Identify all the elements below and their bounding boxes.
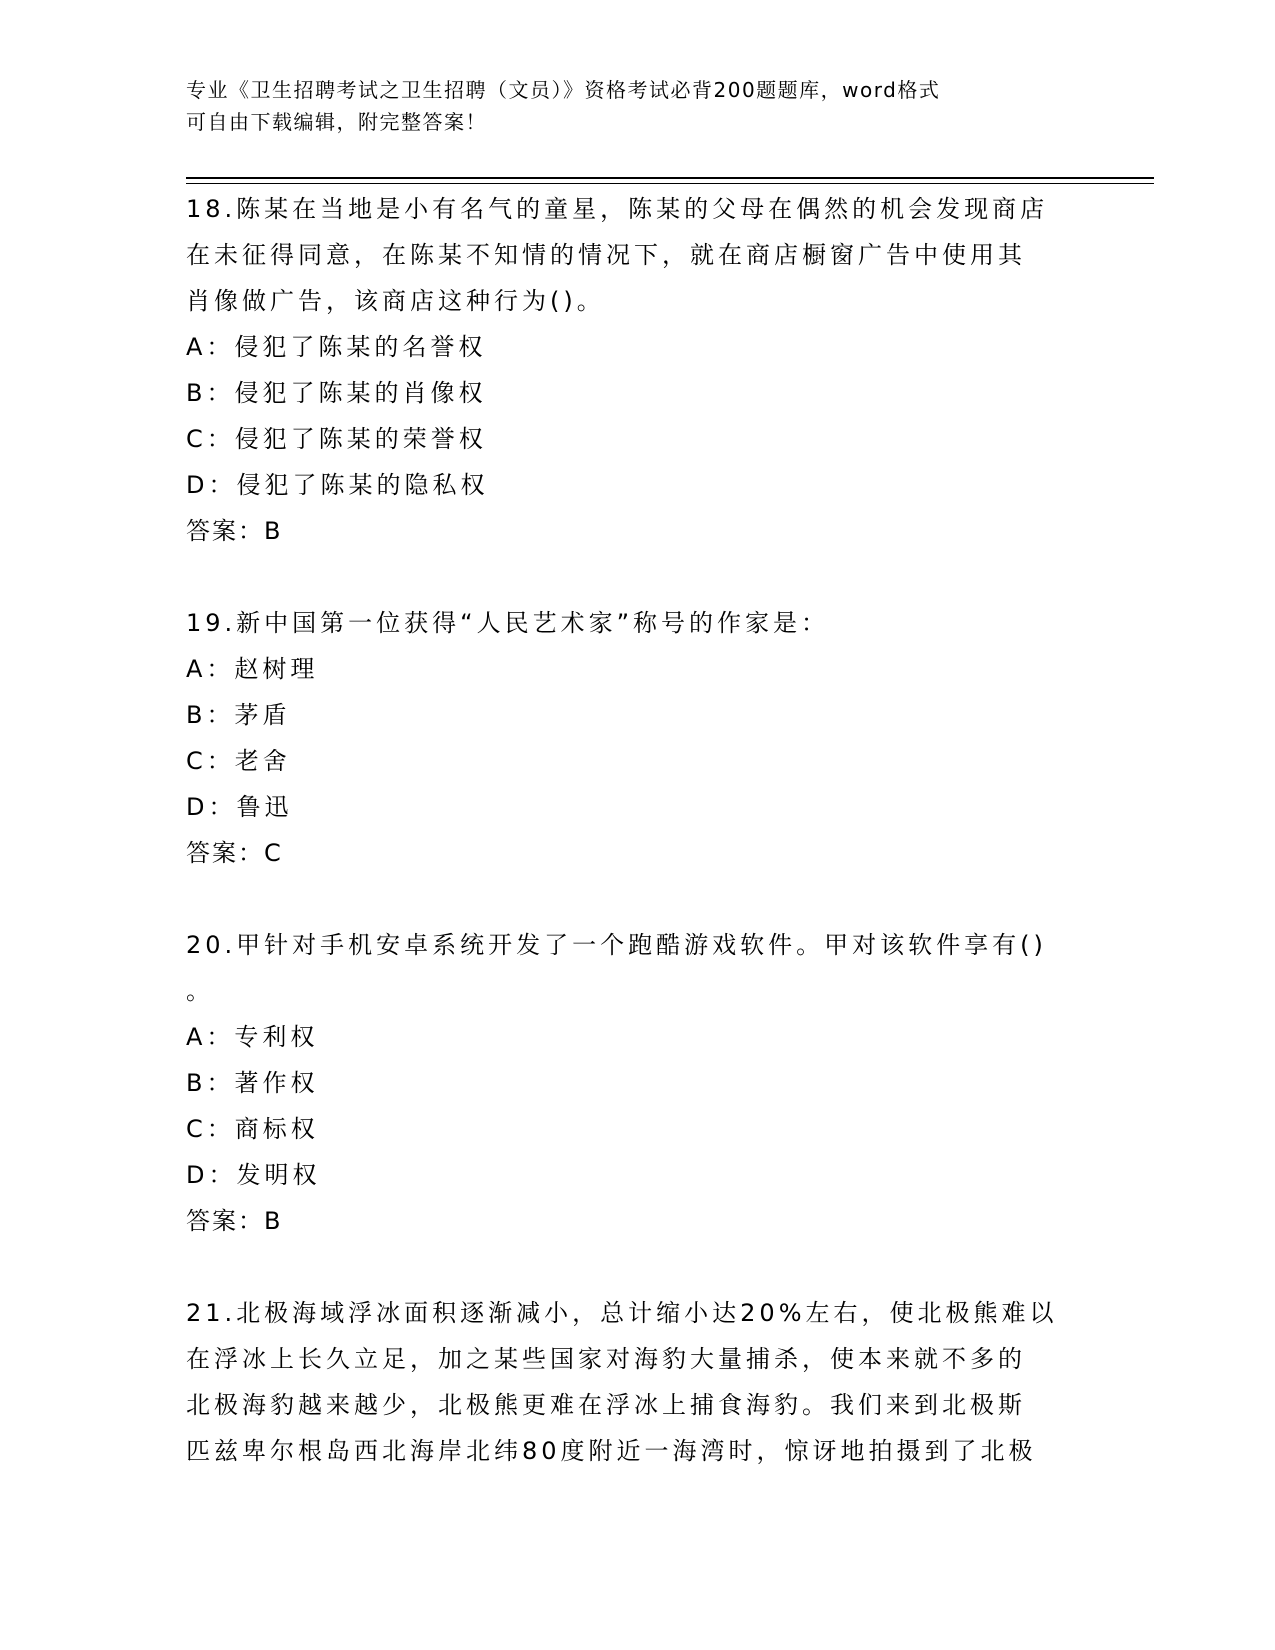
document-header [186,74,1066,138]
question-18 [186,186,1086,554]
question-stem-line: 在浮冰上长久立足，加之某些国家对海豹大量捕杀，使本来就不多的 [186,1345,1026,1373]
question-stem-line: 21.北极海域浮冰面积逐渐减小，总计缩小达20%左右，使北极熊难以 [186,1299,1058,1327]
question-stem-line: 19.新中国第一位获得“人民艺术家”称号的作家是： [186,609,830,637]
option-d: D：鲁迅 [186,793,293,821]
question-21 [186,1290,1086,1474]
option-d: D：发明权 [186,1161,321,1189]
header-rule-thick [186,177,1154,179]
question-20 [186,922,1086,1244]
option-b: B：侵犯了陈某的肖像权 [186,379,487,407]
question-stem-line: 18.陈某在当地是小有名气的童星，陈某的父母在偶然的机会发现商店 [186,195,1049,223]
option-c: C：商标权 [186,1115,319,1143]
header-line-1: 专业《卫生招聘考试之卫生招聘（文员）》资格考试必背200题题库，word格式 [186,78,941,102]
option-b: B：茅盾 [186,701,291,729]
question-list [186,186,1086,1520]
question-stem-line: 。 [186,977,214,1005]
question-stem-line: 在未征得同意，在陈某不知情的情况下，就在商店橱窗广告中使用其 [186,241,1026,269]
answer-line: 答案：B [186,517,283,545]
option-a: A：专利权 [186,1023,319,1051]
question-stem-line: 北极海豹越来越少，北极熊更难在浮冰上捕食海豹。我们来到北极斯 [186,1391,1026,1419]
question-stem-line: 肖像做广告，该商店这种行为()。 [186,287,605,315]
answer-line: 答案：B [186,1207,283,1235]
question-19 [186,600,1086,876]
option-a: A：赵树理 [186,655,319,683]
option-a: A：侵犯了陈某的名誉权 [186,333,487,361]
header-line-2: 可自由下载编辑，附完整答案！ [186,110,487,134]
answer-line: 答案：C [186,839,283,867]
option-b: B：著作权 [186,1069,319,1097]
option-c: C：老舍 [186,747,291,775]
option-d: D：侵犯了陈某的隐私权 [186,471,489,499]
question-stem-line: 20.甲针对手机安卓系统开发了一个跑酷游戏软件。甲对该软件享有() [186,931,1047,959]
header-rule-thin [186,183,1154,184]
question-stem-line: 匹兹卑尔根岛西北海岸北纬80度附近一海湾时，惊讶地拍摄到了北极 [186,1437,1037,1465]
option-c: C：侵犯了陈某的荣誉权 [186,425,487,453]
